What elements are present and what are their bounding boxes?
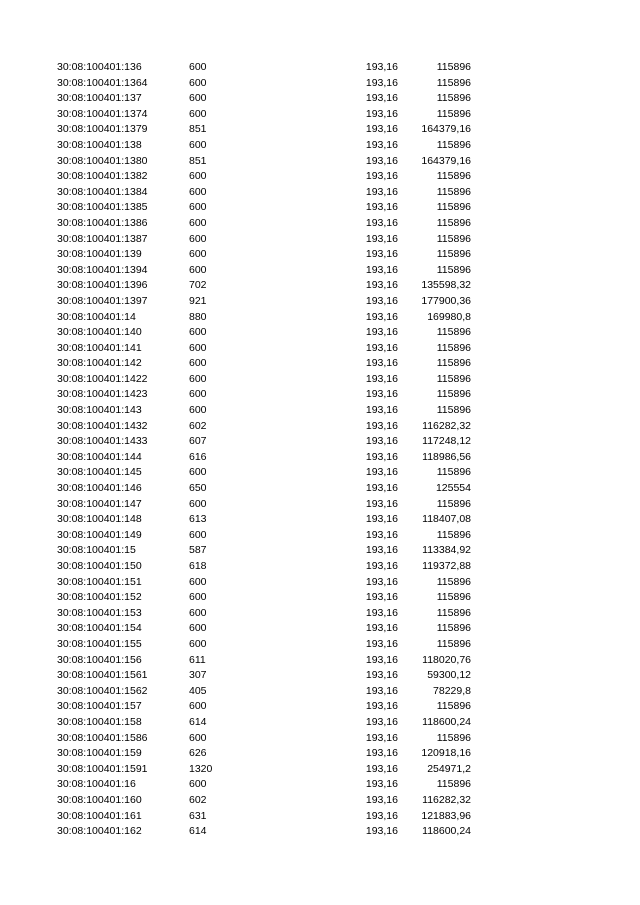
area-cell: 600	[189, 76, 207, 89]
area-cell: 650	[189, 482, 207, 495]
total-value-cell: 117248,12	[422, 435, 471, 448]
total-value-cell: 78229,8	[433, 684, 471, 697]
area-cell: 602	[189, 793, 207, 806]
rate-cell: 193,16	[365, 778, 398, 791]
rate-cell: 193,16	[365, 809, 398, 822]
cadastral-number-cell: 30:08:100401:1423	[57, 388, 148, 401]
rate-cell: 193,16	[365, 591, 398, 604]
rate-cell: 193,16	[365, 216, 398, 229]
area-cell: 600	[189, 591, 207, 604]
area-cell: 600	[189, 575, 207, 588]
total-value-cell: 115896	[436, 61, 471, 73]
total-value-cell: 118600,24	[422, 715, 471, 728]
area-cell: 616	[189, 450, 207, 463]
table-row	[0, 122, 640, 138]
table-row	[0, 699, 640, 715]
cadastral-number-cell: 30:08:100401:142	[57, 357, 142, 370]
total-value-cell: 115896	[436, 575, 471, 588]
table-row	[0, 372, 640, 388]
cadastral-number-cell: 30:08:100401:150	[57, 560, 142, 572]
total-value-cell: 125554	[435, 482, 471, 495]
area-cell: 405	[189, 684, 207, 697]
cadastral-number-cell: 30:08:100401:160	[57, 793, 142, 806]
rate-cell: 193,16	[365, 482, 398, 495]
rate-cell: 193,16	[365, 294, 398, 307]
rate-cell: 193,16	[365, 170, 398, 183]
cadastral-number-cell: 30:08:100401:155	[57, 637, 142, 650]
area-cell: 600	[189, 404, 207, 417]
area-cell: 600	[189, 201, 207, 214]
table-row	[0, 154, 640, 170]
table-row	[0, 653, 640, 669]
table-row	[0, 294, 640, 310]
cadastral-number-cell: 30:08:100401:15	[57, 544, 136, 557]
cadastral-number-cell: 30:08:100401:1561	[57, 669, 148, 682]
total-value-cell: 118600,24	[422, 825, 471, 838]
cadastral-number-cell: 30:08:100401:1364	[57, 76, 148, 89]
area-cell: 600	[189, 107, 207, 120]
table-row	[0, 310, 640, 326]
total-value-cell: 115896	[436, 778, 471, 791]
table-row	[0, 528, 640, 544]
rate-cell: 193,16	[365, 731, 398, 744]
rate-cell: 193,16	[365, 138, 398, 151]
area-cell: 600	[189, 138, 207, 151]
total-value-cell: 115896	[436, 138, 471, 151]
total-value-cell: 115896	[436, 170, 471, 183]
table-row	[0, 450, 640, 466]
area-cell: 600	[189, 466, 207, 479]
rate-cell: 193,16	[365, 310, 398, 323]
table-row	[0, 138, 640, 154]
cadastral-number-cell: 30:08:100401:147	[57, 497, 142, 510]
rate-cell: 193,16	[365, 61, 398, 73]
table-row	[0, 606, 640, 622]
total-value-cell: 115896	[436, 248, 471, 261]
rate-cell: 193,16	[365, 92, 398, 105]
rate-cell: 193,16	[365, 606, 398, 619]
total-value-cell: 115896	[436, 528, 471, 541]
area-cell: 851	[189, 123, 207, 136]
total-value-cell: 115896	[436, 372, 471, 385]
table-row	[0, 185, 640, 201]
total-value-cell: 115896	[436, 357, 471, 370]
rate-cell: 193,16	[365, 715, 398, 728]
area-cell: 600	[189, 263, 207, 276]
cadastral-number-cell: 30:08:100401:1586	[57, 731, 148, 744]
area-cell: 702	[189, 279, 207, 292]
table-row	[0, 341, 640, 357]
area-cell: 600	[189, 606, 207, 619]
total-value-cell: 120918,16	[421, 747, 471, 760]
table-row	[0, 356, 640, 372]
total-value-cell: 115896	[436, 497, 471, 510]
rate-cell: 193,16	[365, 263, 398, 276]
area-cell: 600	[189, 170, 207, 183]
table-row	[0, 824, 640, 840]
rate-cell: 193,16	[365, 279, 398, 292]
cadastral-number-cell: 30:08:100401:1379	[57, 123, 148, 136]
area-cell: 600	[189, 637, 207, 650]
table-row	[0, 107, 640, 123]
cadastral-number-cell: 30:08:100401:137	[57, 92, 142, 105]
rate-cell: 193,16	[365, 560, 398, 572]
rate-cell: 193,16	[365, 326, 398, 339]
table-row	[0, 387, 640, 403]
total-value-cell: 115896	[436, 326, 471, 339]
total-value-cell: 115896	[436, 731, 471, 744]
table-row	[0, 621, 640, 637]
cadastral-number-cell: 30:08:100401:158	[57, 715, 142, 728]
area-cell: 600	[189, 528, 207, 541]
table-row	[0, 715, 640, 731]
rate-cell: 193,16	[365, 154, 398, 167]
area-cell: 613	[189, 513, 207, 526]
table-row	[0, 325, 640, 341]
area-cell: 600	[189, 372, 207, 385]
rate-cell: 193,16	[365, 575, 398, 588]
rate-cell: 193,16	[365, 107, 398, 120]
cadastral-number-cell: 30:08:100401:1382	[57, 170, 148, 183]
total-value-cell: 119372,88	[422, 560, 471, 572]
area-cell: 600	[189, 326, 207, 339]
table-row	[0, 637, 640, 653]
cadastral-number-cell: 30:08:100401:1387	[57, 232, 148, 245]
table-row	[0, 169, 640, 185]
cadastral-number-cell: 30:08:100401:151	[57, 575, 142, 588]
area-cell: 600	[189, 232, 207, 245]
cadastral-number-cell: 30:08:100401:1433	[57, 435, 148, 448]
rate-cell: 193,16	[365, 419, 398, 432]
rate-cell: 193,16	[365, 123, 398, 136]
rate-cell: 193,16	[365, 435, 398, 448]
cadastral-number-cell: 30:08:100401:1562	[57, 684, 148, 697]
table-row	[0, 793, 640, 809]
area-cell: 600	[189, 92, 207, 105]
cadastral-number-cell: 30:08:100401:14	[57, 310, 136, 323]
table-row	[0, 403, 640, 419]
table-row	[0, 247, 640, 263]
area-cell: 600	[189, 700, 207, 713]
cadastral-number-cell: 30:08:100401:140	[57, 326, 142, 339]
spreadsheet-table	[0, 60, 640, 840]
total-value-cell: 116282,32	[422, 793, 471, 806]
total-value-cell: 113384,92	[422, 544, 471, 557]
table-row	[0, 481, 640, 497]
total-value-cell: 115896	[436, 404, 471, 417]
table-row	[0, 543, 640, 559]
area-cell: 600	[189, 61, 207, 73]
table-row	[0, 809, 640, 825]
total-value-cell: 164379,16	[421, 123, 471, 136]
table-row	[0, 512, 640, 528]
rate-cell: 193,16	[365, 684, 398, 697]
rate-cell: 193,16	[365, 185, 398, 198]
table-row	[0, 60, 640, 76]
total-value-cell: 115896	[436, 341, 471, 354]
area-cell: 880	[189, 310, 207, 323]
table-row	[0, 559, 640, 575]
area-cell: 600	[189, 248, 207, 261]
cadastral-number-cell: 30:08:100401:143	[57, 404, 142, 417]
rate-cell: 193,16	[365, 232, 398, 245]
cadastral-number-cell: 30:08:100401:159	[57, 747, 142, 760]
area-cell: 921	[189, 294, 207, 307]
total-value-cell: 115896	[436, 637, 471, 650]
rate-cell: 193,16	[365, 762, 398, 775]
area-cell: 600	[189, 778, 207, 791]
total-value-cell: 115896	[436, 263, 471, 276]
table-row	[0, 232, 640, 248]
area-cell: 587	[189, 544, 207, 557]
cadastral-number-cell: 30:08:100401:1397	[57, 294, 148, 307]
table-row	[0, 216, 640, 232]
table-row	[0, 668, 640, 684]
rate-cell: 193,16	[365, 404, 398, 417]
area-cell: 600	[189, 357, 207, 370]
total-value-cell: 115896	[436, 591, 471, 604]
rate-cell: 193,16	[365, 76, 398, 89]
cadastral-number-cell: 30:08:100401:152	[57, 591, 142, 604]
total-value-cell: 115896	[436, 388, 471, 401]
cadastral-number-cell: 30:08:100401:16	[57, 778, 136, 791]
cadastral-number-cell: 30:08:100401:1384	[57, 185, 148, 198]
cadastral-number-cell: 30:08:100401:141	[57, 341, 142, 354]
total-value-cell: 115896	[436, 201, 471, 214]
cadastral-number-cell: 30:08:100401:1380	[57, 154, 148, 167]
cadastral-number-cell: 30:08:100401:1396	[57, 279, 148, 292]
table-row	[0, 200, 640, 216]
rate-cell: 193,16	[365, 825, 398, 838]
rate-cell: 193,16	[365, 700, 398, 713]
cadastral-number-cell: 30:08:100401:156	[57, 653, 142, 666]
total-value-cell: 115896	[436, 232, 471, 245]
total-value-cell: 254971,2	[427, 762, 471, 775]
cadastral-number-cell: 30:08:100401:1432	[57, 419, 148, 432]
rate-cell: 193,16	[365, 388, 398, 401]
total-value-cell: 118407,08	[422, 513, 471, 526]
rate-cell: 193,16	[365, 450, 398, 463]
table-row	[0, 777, 640, 793]
rate-cell: 193,16	[365, 669, 398, 682]
area-cell: 600	[189, 185, 207, 198]
table-row	[0, 263, 640, 279]
total-value-cell: 115896	[436, 606, 471, 619]
cadastral-number-cell: 30:08:100401:145	[57, 466, 142, 479]
rate-cell: 193,16	[365, 466, 398, 479]
rate-cell: 193,16	[365, 513, 398, 526]
cadastral-number-cell: 30:08:100401:144	[57, 450, 142, 463]
rate-cell: 193,16	[365, 372, 398, 385]
rate-cell: 193,16	[365, 747, 398, 760]
rate-cell: 193,16	[365, 497, 398, 510]
cadastral-number-cell: 30:08:100401:154	[57, 622, 142, 635]
table-row	[0, 91, 640, 107]
total-value-cell: 135598,32	[421, 279, 471, 292]
area-cell: 307	[189, 669, 207, 682]
area-cell: 600	[189, 341, 207, 354]
rate-cell: 193,16	[365, 248, 398, 261]
cadastral-number-cell: 30:08:100401:146	[57, 482, 142, 495]
rate-cell: 193,16	[365, 793, 398, 806]
total-value-cell: 177900,36	[421, 294, 471, 307]
area-cell: 600	[189, 216, 207, 229]
total-value-cell: 115896	[436, 216, 471, 229]
cadastral-number-cell: 30:08:100401:148	[57, 513, 142, 526]
table-row	[0, 434, 640, 450]
rate-cell: 193,16	[365, 341, 398, 354]
table-row	[0, 590, 640, 606]
table-row	[0, 684, 640, 700]
area-cell: 618	[189, 560, 207, 572]
cadastral-number-cell: 30:08:100401:161	[57, 809, 142, 822]
table-row	[0, 762, 640, 778]
table-row	[0, 575, 640, 591]
rate-cell: 193,16	[365, 201, 398, 214]
cadastral-number-cell: 30:08:100401:139	[57, 248, 142, 261]
total-value-cell: 115896	[436, 107, 471, 120]
total-value-cell: 115896	[436, 76, 471, 89]
table-row	[0, 746, 640, 762]
rate-cell: 193,16	[365, 637, 398, 650]
cadastral-number-cell: 30:08:100401:138	[57, 138, 142, 151]
total-value-cell: 116282,32	[422, 419, 471, 432]
cadastral-number-cell: 30:08:100401:1394	[57, 263, 148, 276]
rate-cell: 193,16	[365, 544, 398, 557]
cadastral-number-cell: 30:08:100401:162	[57, 825, 142, 838]
area-cell: 602	[189, 419, 207, 432]
area-cell: 600	[189, 622, 207, 635]
cadastral-number-cell: 30:08:100401:157	[57, 700, 142, 713]
table-row	[0, 731, 640, 747]
area-cell: 851	[189, 154, 207, 167]
total-value-cell: 115896	[436, 700, 471, 713]
area-cell: 626	[189, 747, 207, 760]
area-cell: 611	[189, 653, 206, 666]
area-cell: 614	[189, 825, 207, 838]
area-cell: 600	[189, 731, 207, 744]
area-cell: 600	[189, 497, 207, 510]
cadastral-number-cell: 30:08:100401:1385	[57, 201, 148, 214]
cadastral-number-cell: 30:08:100401:1422	[57, 372, 148, 385]
total-value-cell: 164379,16	[421, 154, 471, 167]
area-cell: 614	[189, 715, 207, 728]
cadastral-number-cell: 30:08:100401:149	[57, 528, 142, 541]
total-value-cell: 118020,76	[422, 653, 471, 666]
area-cell: 600	[189, 388, 207, 401]
area-cell: 1320	[189, 762, 213, 775]
total-value-cell: 118986,56	[422, 450, 471, 463]
total-value-cell: 169980,8	[427, 310, 471, 323]
area-cell: 607	[189, 435, 207, 448]
table-row	[0, 465, 640, 481]
cadastral-number-cell: 30:08:100401:1386	[57, 216, 148, 229]
rate-cell: 193,16	[365, 357, 398, 370]
rate-cell: 193,16	[365, 528, 398, 541]
total-value-cell: 115896	[436, 466, 471, 479]
cadastral-number-cell: 30:08:100401:136	[57, 61, 142, 73]
cadastral-number-cell: 30:08:100401:1591	[57, 762, 148, 775]
table-row	[0, 278, 640, 294]
cadastral-number-cell: 30:08:100401:153	[57, 606, 142, 619]
total-value-cell: 59300,12	[427, 669, 471, 682]
cadastral-number-cell: 30:08:100401:1374	[57, 107, 148, 120]
table-row	[0, 419, 640, 435]
total-value-cell: 121883,96	[421, 809, 471, 822]
total-value-cell: 115896	[436, 622, 471, 635]
total-value-cell: 115896	[436, 185, 471, 198]
table-row	[0, 76, 640, 92]
rate-cell: 193,16	[365, 653, 398, 666]
rate-cell: 193,16	[365, 622, 398, 635]
total-value-cell: 115896	[436, 92, 471, 105]
area-cell: 631	[189, 809, 207, 822]
table-row	[0, 497, 640, 513]
